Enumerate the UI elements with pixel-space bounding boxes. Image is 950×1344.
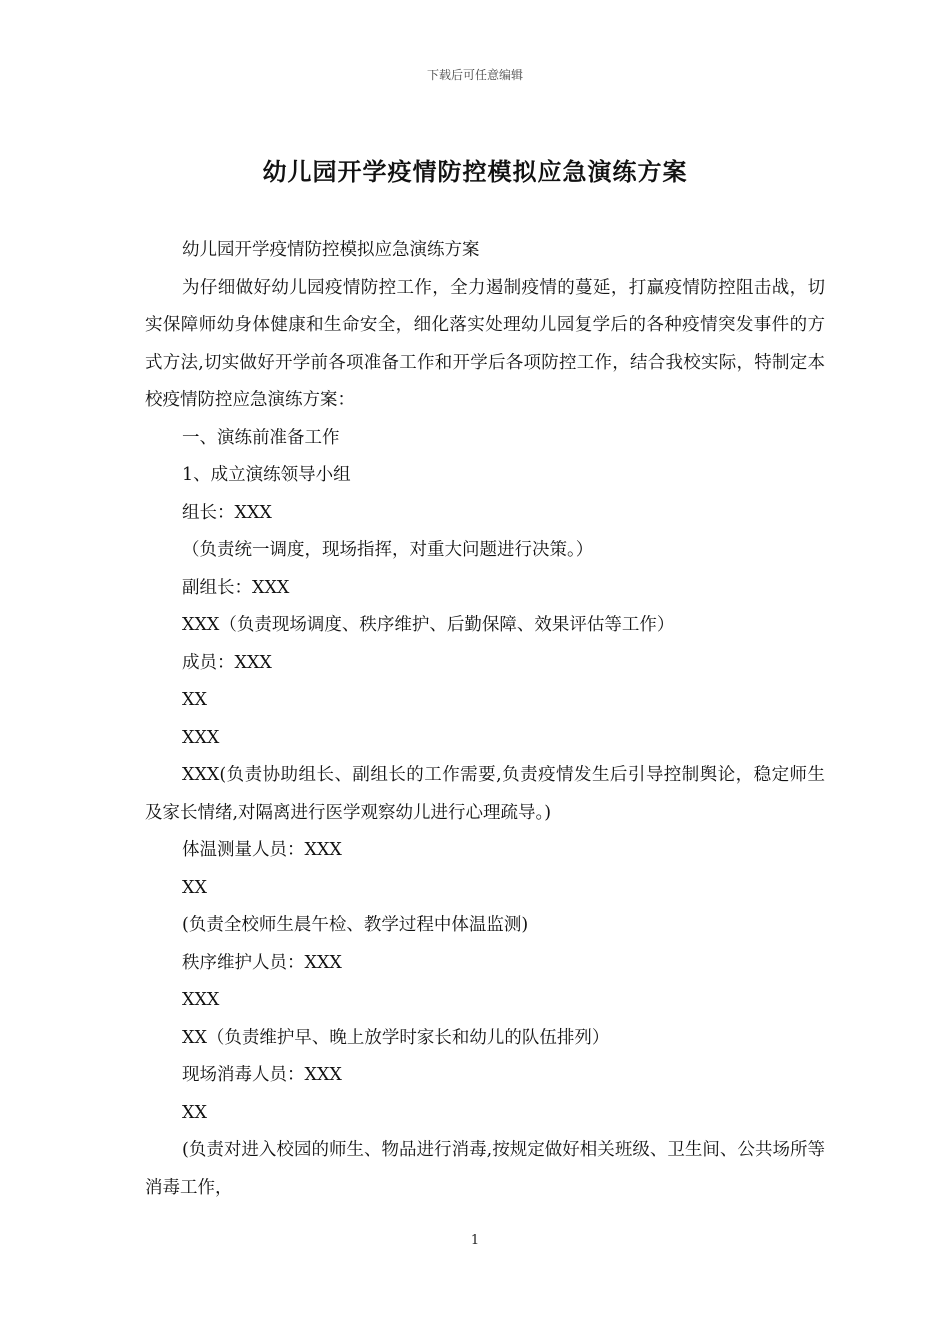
paragraph: 成员：XXX <box>182 652 272 673</box>
paragraph: XX <box>182 690 207 710</box>
paragraph: XX <box>182 877 207 898</box>
paragraph: XXX <box>182 727 220 748</box>
paragraph: （负责统一调度，现场指挥，对重大问题进行决策。） <box>182 540 594 560</box>
paragraph: 副组长：XXX <box>182 577 290 598</box>
paragraph: XX <box>182 1102 207 1123</box>
page-number: 1 <box>470 1233 480 1248</box>
paragraph: (负责全校师生晨午检、教学过程中体温监测) <box>182 915 529 935</box>
paragraph: 幼儿园开学疫情防控模拟应急演练方案 <box>182 240 480 260</box>
paragraph: XXX <box>182 990 220 1010</box>
paragraph: 现场消毒人员：XXX <box>182 1065 342 1085</box>
paragraph: 一、演练前准备工作 <box>182 427 340 448</box>
header-note: 下载后可任意编辑 <box>426 68 523 82</box>
document-title: 幼儿园开学疫情防控模拟应急演练方案 <box>262 158 688 186</box>
paragraph: XXX(负责协助组长、副组长的工作需要,负责疫情发生后引导控制舆论，稳定师生及家长情绪,对隔离进行医学观察幼儿进行心理疏导。) <box>145 765 825 823</box>
paragraph: 体温测量人员：XXX <box>182 840 342 860</box>
paragraph: 1、成立演练领导小组 <box>182 465 351 485</box>
paragraph: (负责对进入校园的师生、物品进行消毒,按规定做好相关班级、卫生间、公共场所等消毒工作， <box>145 1140 825 1198</box>
paragraph: XX（负责维护早、晚上放学时家长和幼儿的队伍排列） <box>182 1027 610 1048</box>
paragraph: 秩序维护人员：XXX <box>182 952 342 973</box>
paragraph: 组长：XXX <box>182 502 272 523</box>
paragraph: 为仔细做好幼儿园疫情防控工作，全力遏制疫情的蔓延，打赢疫情防控阻击战，切实保障师幼身体健康和生命安全，细化落实处理幼儿园复学后的各种疫情突发事件的方式方法,切实做好开学前各项准备工作和开学后各项防控工作，结合我校实际，特制定本校疫情防控应急演练方案： <box>145 277 825 410</box>
paragraph: XXX（负责现场调度、秩序维护、后勤保障、效果评估等工作） <box>182 615 675 635</box>
document-body <box>145 232 825 1207</box>
